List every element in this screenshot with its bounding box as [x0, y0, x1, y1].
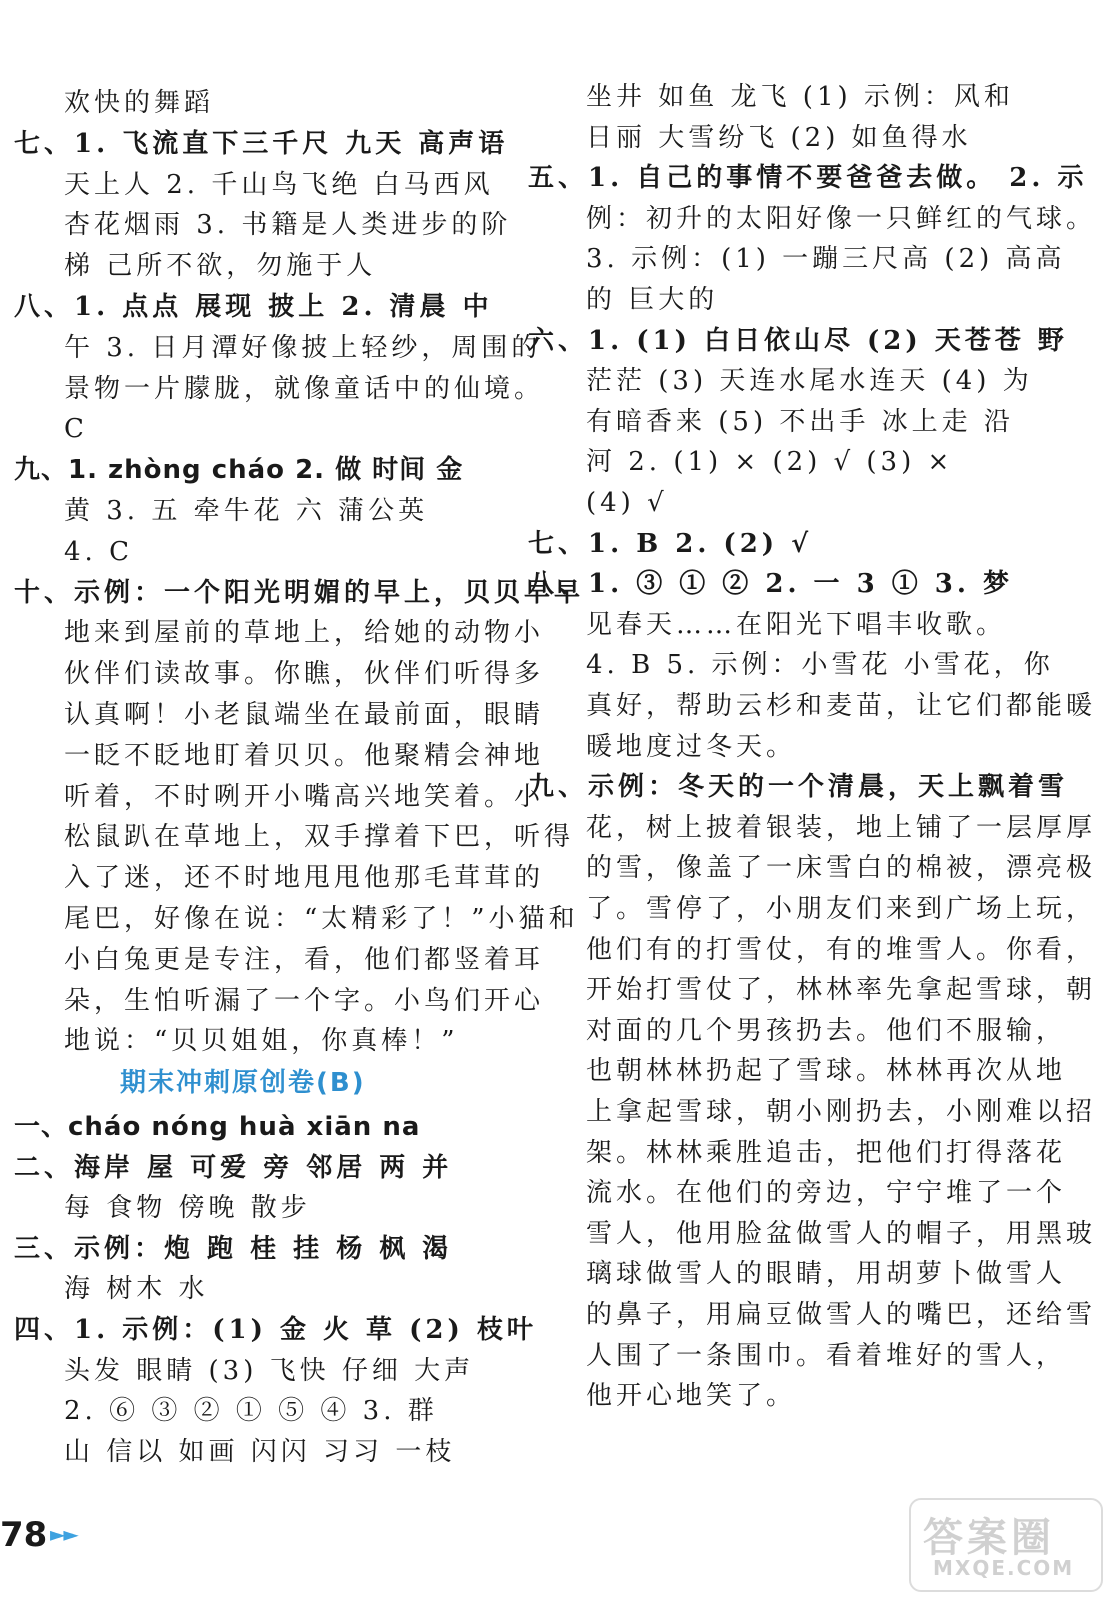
answer-line: 松鼠趴在草地上，双手撑着下巴，听得 — [64, 822, 575, 853]
answer-line: 一眨不眨地盯着贝贝。他聚精会神地 — [64, 740, 545, 771]
answer-line: 茫茫 (3) 天连水尾水连天 (4) 为 — [586, 366, 1033, 397]
answer-line: 黄 3. 五 牵牛花 六 蒲公英 — [64, 496, 429, 526]
answer-line: 也朝林林扔起了雪球。林林再次从地 — [586, 1056, 1067, 1087]
answer-line: 河 2. (1) × (2) √ (3) × — [586, 447, 954, 478]
watermark-logo — [909, 1498, 1103, 1592]
page-number: 78 — [0, 1515, 48, 1555]
answer-line: 了。雪停了，小朋友们来到广场上玩， — [586, 894, 1097, 924]
answer-line: 日丽 大雪纷飞 (2) 如鱼得水 — [586, 122, 972, 153]
answer-line: 4. B 5. 示例：小雪花 小雪花，你 — [586, 650, 1054, 681]
answer-line: 四、1. 示例：(1) 金 火 草 (2) 枝叶 — [14, 1315, 537, 1345]
answer-line: 真好，帮助云杉和麦苗，让它们都能暖 — [586, 691, 1097, 721]
answer-line: 九、示例：冬天的一个清晨，天上飘着雪 — [528, 772, 1069, 803]
answer-line: 一、cháo nóng huà xiān na — [14, 1112, 421, 1142]
answer-line: 的 巨大的 — [586, 285, 719, 315]
answer-line: 他开心地笑了。 — [586, 1381, 797, 1412]
answer-line: 认真啊！小老鼠端坐在最前面，眼睛 — [64, 700, 545, 730]
answer-line: 地说：“贝贝姐姐，你真棒！” — [64, 1026, 459, 1057]
answer-line: 欢快的舞蹈 — [64, 88, 215, 118]
section-title: 期末冲刺原创卷(B) — [120, 1068, 366, 1098]
answer-line: 花，树上披着银装，地上铺了一层厚厚 — [586, 812, 1097, 843]
answer-line: 暖地度过冬天。 — [586, 731, 797, 762]
answer-line: 八、1. ③ ① ② 2. 一 3 ① 3. 梦 — [528, 569, 1013, 600]
answer-line: 的雪，像盖了一床雪白的棉被，漂亮极 — [586, 853, 1097, 884]
answer-line: 七、1. 飞流直下三千尺 九天 高声语 — [14, 128, 509, 159]
answer-line: 流水。在他们的旁边，宁宁堆了一个 — [586, 1178, 1067, 1209]
page-arrows-icon: ►► — [50, 1522, 77, 1546]
answer-line: C — [64, 414, 88, 445]
answer-line: 六、1. (1) 白日依山尽 (2) 天苍苍 野 — [528, 325, 1068, 356]
answer-line: 三、示例：炮 跑 桂 挂 杨 枫 渴 — [14, 1233, 453, 1264]
answer-line: 二、海岸 屋 可爱 旁 邻居 两 并 — [14, 1152, 453, 1183]
answer-line: 小白兔更是专注，看，他们都竖着耳 — [64, 944, 545, 975]
answer-line: 尾巴，好像在说：“太精彩了！”小猫和 — [64, 904, 579, 934]
answer-line: 九、1. zhòng cháo 2. 做 时间 金 — [14, 455, 464, 486]
answer-line: 伙伴们读故事。你瞧，伙伴们听得多 — [64, 659, 545, 690]
answer-line: 梯 己所不欲，勿施于人 — [64, 251, 377, 282]
answer-line: 雪人，他用脸盆做雪人的帽子，用黑玻 — [586, 1218, 1097, 1249]
answer-line: 朵，生怕听漏了一个字。小鸟们开心 — [64, 985, 545, 1016]
answer-line: 头发 眼睛 (3) 飞快 仔细 大声 — [64, 1355, 475, 1386]
watermark-sub-text: MXQE.COM — [933, 1556, 1075, 1580]
answer-line: 上拿起雪球，朝小刚扔去，小刚难以招 — [586, 1097, 1097, 1127]
answer-line: 有暗香来 (5) 不出手 冰上走 沿 — [586, 406, 1014, 437]
answer-line: (4) √ — [586, 488, 668, 518]
answer-line: 入了迷，还不时地甩甩他那毛茸茸的 — [64, 863, 545, 894]
answer-line: 五、1. 自己的事情不要爸爸去做。 2. 示 — [528, 163, 1088, 194]
answer-line: 人围了一条围巾。看着堆好的雪人， — [586, 1340, 1067, 1371]
answer-line: 每 食物 傍晚 散步 — [64, 1193, 311, 1224]
answer-line: 例：初升的太阳好像一只鲜红的气球。 — [586, 203, 1097, 234]
answer-line: 开始打雪仗了，林林率先拿起雪球，朝 — [586, 975, 1097, 1006]
answer-line: 坐井 如鱼 龙飞 (1) 示例：风和 — [586, 82, 1014, 112]
answer-line: 的鼻子，用扁豆做雪人的嘴巴，还给雪 — [586, 1300, 1097, 1330]
answer-line: 3. 示例：(1) 一蹦三尺高 (2) 高高 — [586, 244, 1066, 275]
answer-line: 见春天……在阳光下唱丰收歌。 — [586, 609, 1007, 640]
answer-line: 2. ⑥ ③ ② ① ⑤ ④ 3. 群 — [64, 1396, 438, 1427]
answer-line: 山 信以 如画 闪闪 习习 一枝 — [64, 1436, 456, 1467]
answer-line: 杏花烟雨 3. 书籍是人类进步的阶 — [64, 210, 512, 241]
answer-line: 听着，不时咧开小嘴高兴地笑着。小 — [64, 781, 545, 812]
answer-line: 4. C — [64, 536, 133, 567]
answer-line: 十、示例：一个阳光明媚的早上，贝贝早早 — [14, 577, 585, 608]
answer-line: 天上人 2. 千山鸟飞绝 白马西风 — [64, 169, 494, 200]
answer-line: 对面的几个男孩扔去。他们不服输， — [586, 1015, 1067, 1046]
answer-line: 地来到屋前的草地上，给她的动物小 — [64, 618, 545, 649]
answer-line: 景物一片朦胧，就像童话中的仙境。 — [64, 373, 545, 404]
answer-line: 八、1. 点点 展现 披上 2. 清晨 中 — [14, 292, 493, 322]
watermark-main-text: 答案圈 — [923, 1515, 1055, 1561]
answer-line: 午 3. 日月潭好像披上轻纱，周围的 — [64, 332, 542, 363]
answer-line: 架。林林乘胜追击，把他们打得落花 — [586, 1137, 1067, 1168]
answer-line: 七、1. B 2. (2) √ — [528, 528, 813, 559]
answer-line: 海 树木 水 — [64, 1274, 209, 1305]
answer-line: 他们有的打雪仗，有的堆雪人。你看， — [586, 934, 1097, 965]
answer-line: 璃球做雪人的眼睛，用胡萝卜做雪人 — [586, 1259, 1067, 1290]
